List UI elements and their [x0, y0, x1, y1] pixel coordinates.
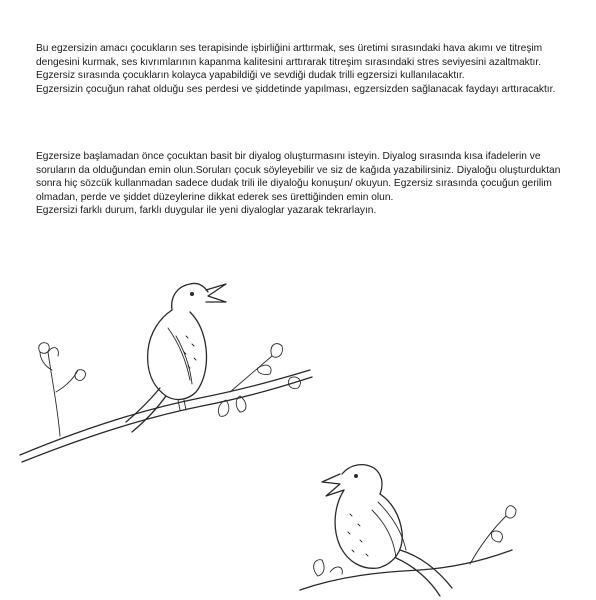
birds-on-branches-icon [0, 270, 596, 600]
paragraph-benefit: Egzersizin çocuğun rahat olduğu ses perdesi ve şiddetinde yapılması, egzersizden sağlanacak faydayı arttıracaktır. [36, 83, 556, 95]
upper-branch [20, 343, 312, 462]
paragraph-method: Egzersiz sırasında çocukların kolayca yapabildiği ve sevdiği dudak trilli egzersizi kullanılacaktır. [36, 70, 465, 82]
lower-bird [322, 465, 452, 596]
birds-illustration [0, 270, 596, 600]
paragraph-purpose: Bu egzersizin amacı çocukların ses terapisinde işbirliğini arttırmak, ses üretimi sırasındaki hava akımı ve titreşim dengesini kurmak, ses kıvrımlarının kapanma kalitesini arttırarak titreşim sırasındaki stres seviyesini azaltmaktır. [36, 43, 543, 68]
upper-bird [126, 283, 226, 432]
paragraph-repeat: Egzersizi farklı durum, farklı duygular ile yeni diyaloglar yazarak tekrarlayın. [36, 205, 377, 217]
instructions-text [36, 150, 564, 218]
lower-branch [300, 506, 516, 590]
intro-text [36, 42, 564, 96]
paragraph-instructions: Egzersize başlamadan önce çocuktan basit bir diyalog oluşturmasını isteyin. Diyalog sırasında kısa ifadelerin ve soruların da olduğundan emin olun.Soruları çocuk söyleyebilir ve siz de kağıda yazabilirsiniz. Diyaloğu oluşturduktan sonra hiç sözcük kullanmadan sadece dudak trili ile diyaloğu konuşun/ okuyun. Egzersiz sırasında çocuğun gerilim olmadan, perde ve şiddet düzeylerine dikkat ederek ses ürettiğinden emin olun. [36, 151, 561, 203]
